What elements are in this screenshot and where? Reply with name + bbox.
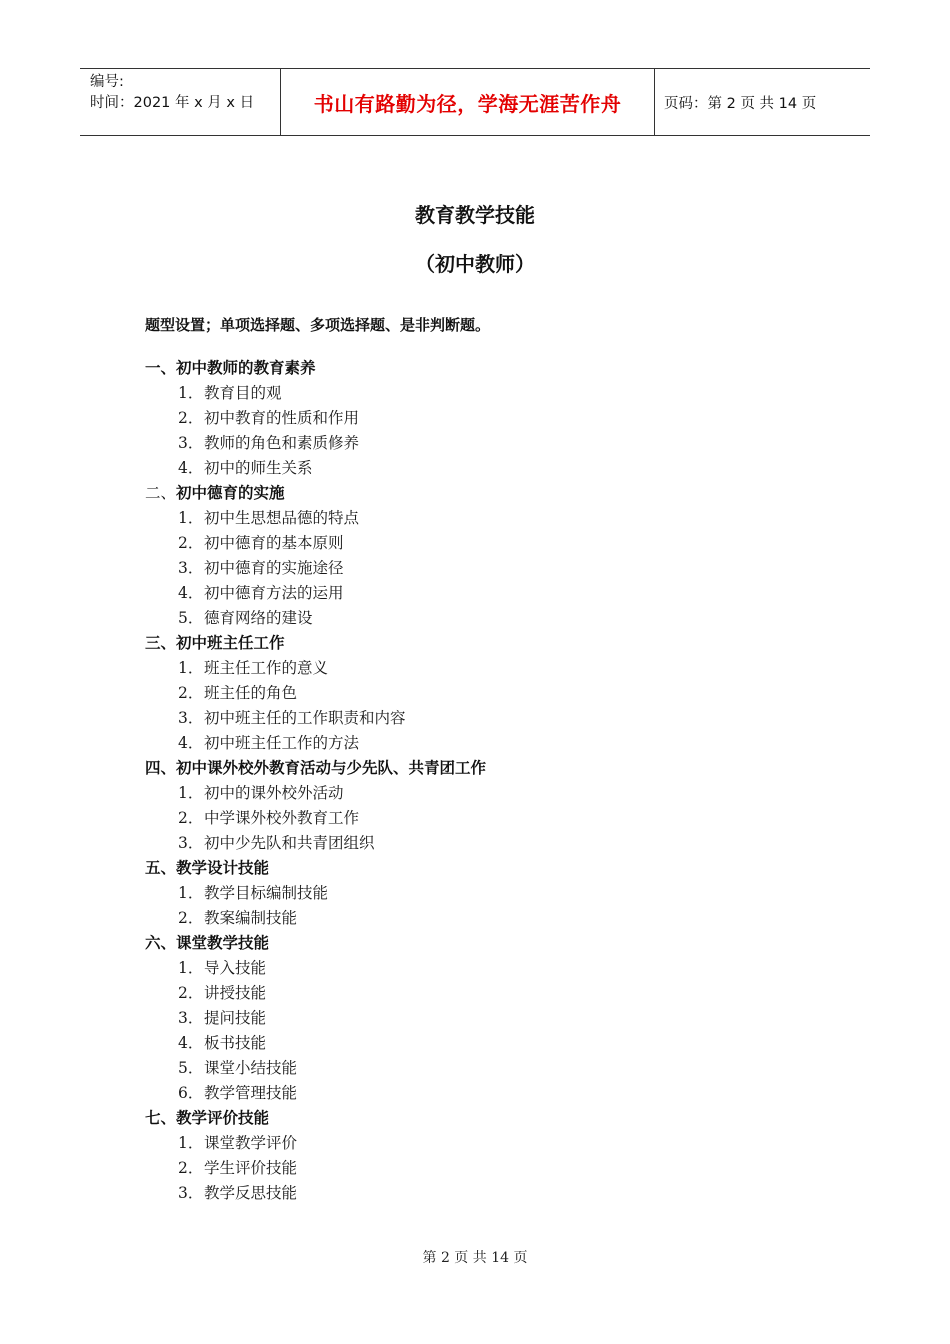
- list-item-text: 课堂教学评价: [204, 1134, 298, 1152]
- section-list-item: [145, 781, 845, 806]
- section-list-item: [145, 381, 845, 406]
- list-item-number: 6．: [178, 1084, 204, 1102]
- list-item-text: 板书技能: [204, 1034, 267, 1052]
- document-title: 教育教学技能: [415, 203, 535, 227]
- header-motto: 书山有路勤为径，学海无涯苦作舟: [281, 69, 655, 135]
- list-item-number: 3．: [178, 434, 204, 452]
- list-item-text: 学生评价技能: [204, 1159, 298, 1177]
- section-list-item: [145, 981, 845, 1006]
- list-item-text: 教育目的观: [204, 384, 282, 402]
- section-list-item: [145, 1031, 845, 1056]
- section-title: 初中德育的实施: [176, 484, 285, 502]
- list-item-number: 1．: [178, 384, 204, 402]
- section-title: 教学评价技能: [176, 1109, 270, 1127]
- list-item-text: 课堂小结技能: [204, 1059, 298, 1077]
- page-footer: 第 2 页 共 14 页: [422, 1250, 528, 1266]
- section-list-item: [145, 506, 845, 531]
- syllabus-outline: [145, 356, 845, 1206]
- section-list-item: [145, 406, 845, 431]
- list-item-number: 4．: [178, 584, 204, 602]
- list-item-number: 3．: [178, 709, 204, 727]
- question-types: 题型设置；单项选择题、多项选择题、是非判断题。: [145, 316, 491, 334]
- section-list-item: [145, 431, 845, 456]
- section-heading: [145, 1106, 845, 1131]
- section-heading: [145, 756, 845, 781]
- list-item-number: 3．: [178, 559, 204, 577]
- section-title: 初中班主任工作: [176, 634, 285, 652]
- list-item-number: 2．: [178, 809, 204, 827]
- list-item-text: 教师的角色和素质修养: [204, 434, 360, 452]
- section-list-item: [145, 1131, 845, 1156]
- list-item-text: 教案编制技能: [204, 909, 298, 927]
- section-list-item: [145, 531, 845, 556]
- list-item-number: 2．: [178, 534, 204, 552]
- list-item-text: 教学管理技能: [204, 1084, 298, 1102]
- list-item-text: 中学课外校外教育工作: [204, 809, 360, 827]
- list-item-number: 2．: [178, 684, 204, 702]
- section-number: 三、: [145, 634, 177, 652]
- list-item-number: 1．: [178, 884, 204, 902]
- list-item-text: 教学目标编制技能: [204, 884, 329, 902]
- list-item-text: 初中生思想品德的特点: [204, 509, 360, 527]
- list-item-text: 初中德育的实施途径: [204, 559, 344, 577]
- section-heading: [145, 631, 845, 656]
- header-page-info: 页码：第 2 页 共 14 页: [664, 95, 817, 112]
- list-item-text: 导入技能: [204, 959, 267, 977]
- section-number: 七、: [145, 1109, 177, 1127]
- section-list-item: [145, 1056, 845, 1081]
- list-item-number: 2．: [178, 909, 204, 927]
- list-item-number: 3．: [178, 1184, 204, 1202]
- list-item-number: 1．: [178, 959, 204, 977]
- list-item-number: 4．: [178, 1034, 204, 1052]
- list-item-number: 2．: [178, 984, 204, 1002]
- section-list-item: [145, 731, 845, 756]
- section-list-item: [145, 831, 845, 856]
- document-subtitle: （初中教师）: [415, 252, 535, 276]
- section-list-item: [145, 956, 845, 981]
- list-item-number: 2．: [178, 409, 204, 427]
- section-list-item: [145, 581, 845, 606]
- list-item-text: 初中的师生关系: [204, 459, 313, 477]
- list-item-text: 初中德育方法的运用: [204, 584, 344, 602]
- list-item-text: 德育网络的建设: [204, 609, 313, 627]
- doc-time-label: 时间：2021 年 x 月 x 日: [90, 95, 255, 111]
- section-list-item: [145, 881, 845, 906]
- section-list-item: [145, 681, 845, 706]
- list-item-text: 班主任工作的意义: [204, 659, 329, 677]
- section-number: 二、: [145, 484, 177, 502]
- list-item-text: 提问技能: [204, 1009, 267, 1027]
- section-list-item: [145, 1156, 845, 1181]
- list-item-number: 4．: [178, 459, 204, 477]
- list-item-text: 初中班主任的工作职责和内容: [204, 709, 406, 727]
- section-title: 初中教师的教育素养: [176, 359, 316, 377]
- header-meta: [80, 69, 281, 135]
- list-item-text: 教学反思技能: [204, 1184, 298, 1202]
- list-item-number: 5．: [178, 609, 204, 627]
- list-item-number: 3．: [178, 834, 204, 852]
- section-list-item: [145, 806, 845, 831]
- section-title: 教学设计技能: [176, 859, 270, 877]
- list-item-number: 1．: [178, 784, 204, 802]
- section-list-item: [145, 456, 845, 481]
- list-item-text: 初中教育的性质和作用: [204, 409, 360, 427]
- section-heading: [145, 856, 845, 881]
- section-list-item: [145, 656, 845, 681]
- section-number: 五、: [145, 859, 177, 877]
- doc-number-label: 编号:: [90, 74, 124, 90]
- section-heading: [145, 931, 845, 956]
- list-item-text: 班主任的角色: [204, 684, 298, 702]
- section-number: 六、: [145, 934, 177, 952]
- section-heading: [145, 481, 845, 506]
- section-list-item: [145, 906, 845, 931]
- page-header: [80, 68, 870, 136]
- list-item-number: 3．: [178, 1009, 204, 1027]
- list-item-text: 初中德育的基本原则: [204, 534, 344, 552]
- list-item-text: 初中的课外校外活动: [204, 784, 344, 802]
- list-item-number: 1．: [178, 509, 204, 527]
- list-item-text: 讲授技能: [204, 984, 267, 1002]
- list-item-number: 2．: [178, 1159, 204, 1177]
- section-list-item: [145, 556, 845, 581]
- list-item-text: 初中班主任工作的方法: [204, 734, 360, 752]
- section-number: 一、: [145, 359, 177, 377]
- list-item-number: 1．: [178, 659, 204, 677]
- section-heading: [145, 356, 845, 381]
- section-title: 初中课外校外教育活动与少先队、共青团工作: [176, 759, 487, 777]
- section-list-item: [145, 606, 845, 631]
- section-list-item: [145, 1081, 845, 1106]
- section-list-item: [145, 706, 845, 731]
- section-list-item: [145, 1181, 845, 1206]
- section-number: 四、: [145, 759, 177, 777]
- list-item-text: 初中少先队和共青团组织: [204, 834, 375, 852]
- section-list-item: [145, 1006, 845, 1031]
- list-item-number: 1．: [178, 1134, 204, 1152]
- list-item-number: 4．: [178, 734, 204, 752]
- section-title: 课堂教学技能: [176, 934, 270, 952]
- list-item-number: 5．: [178, 1059, 204, 1077]
